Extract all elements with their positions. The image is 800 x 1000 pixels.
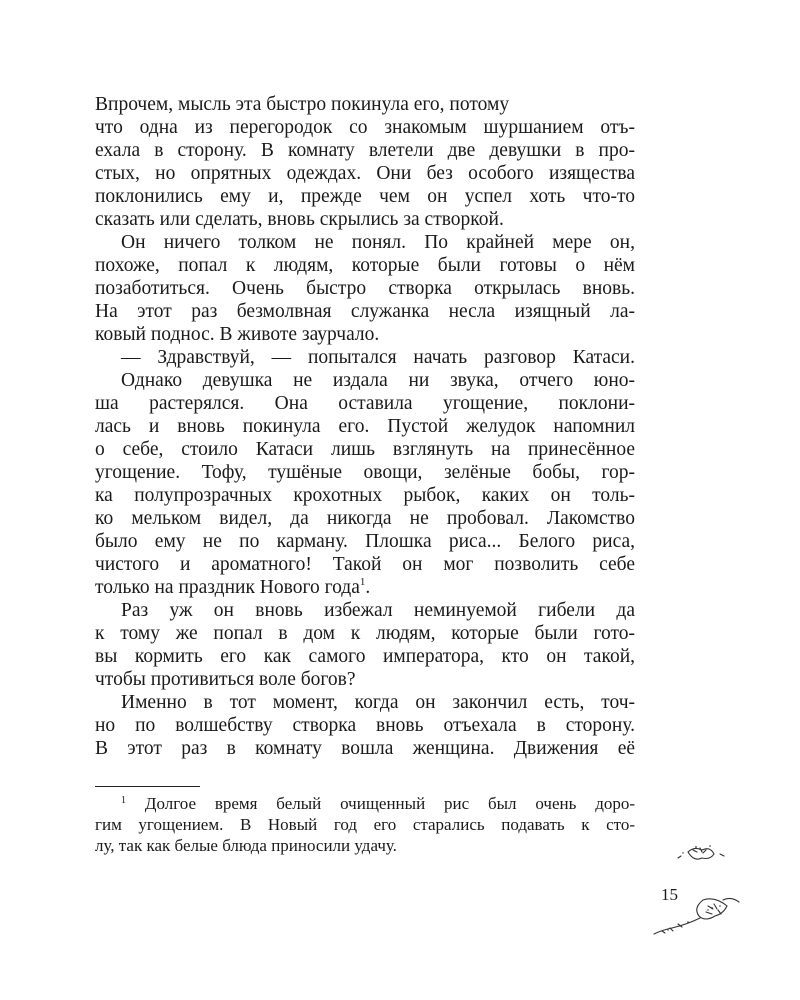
text-line: Именно в тот момент, когда он закончил есть, точ- xyxy=(121,692,635,713)
text-line: поклонились ему и, прежде чем он успел хоть что-то xyxy=(95,186,635,207)
text-line: ковый поднос. В животе заурчало. xyxy=(95,324,380,345)
text-line: но по волшебству створка вновь отъехала в сторону. xyxy=(95,715,635,736)
text-line: В этот раз в комнату вошла женщина. Движения её xyxy=(95,738,635,759)
footnote-reference[interactable]: 1 xyxy=(359,576,366,588)
text-line: чтобы противиться воле богов? xyxy=(95,669,356,690)
text-line: — Здравствуй, — попытался начать разговор Катаси. xyxy=(121,347,635,368)
footnote-line: лу, так как белые блюда приносили удачу. xyxy=(95,836,397,855)
text-line: лась и вновь покинула его. Пустой желудок напомнил xyxy=(95,416,635,437)
text-line: ша растерялся. Она оставила угощение, поклони- xyxy=(95,393,635,414)
text-line: Он ничего толком не понял. По крайней мере он, xyxy=(121,232,635,253)
text-line: ка полупрозрачных крохотных рыбок, каких он толь- xyxy=(95,485,635,506)
text-line: чистого и ароматного! Такой он мог позволить себе xyxy=(95,554,635,575)
footnote-line xyxy=(95,793,635,815)
footnote-text: Долгое время белый очищенный рис был очень доро- xyxy=(144,794,636,813)
text-line: сказать или сделать, вновь скрылись за створкой. xyxy=(95,209,504,230)
text-line: Впрочем, мысль эта быстро покинула его, потому xyxy=(95,94,510,115)
text-line: было ему не по карману. Плошка риса... Белого риса, xyxy=(95,531,635,552)
text-line: Однако девушка не издала ни звука, отчего юно- xyxy=(121,370,635,391)
text-line: Раз уж он вновь избежал неминуемой гибели да xyxy=(121,600,635,621)
text-line: к тому же попал в дом к людям, которые были гото- xyxy=(95,623,635,644)
text-line: стых, но опрятных одеждах. Они без особого изящества xyxy=(95,163,635,184)
text-line: На этот раз безмолвная служанка несла изящный ла- xyxy=(95,301,635,322)
text-line-with-footnote-ref xyxy=(95,576,635,600)
text-line: ко мельком видел, да никогда не пробовал. Лакомство xyxy=(95,508,635,529)
text-line: ехала в сторону. В комнату влетели две девушки в про- xyxy=(95,140,635,161)
period: . xyxy=(365,577,371,598)
text-line: угощение. Тофу, тушёные овощи, зелёные бобы, гор- xyxy=(95,462,635,483)
footnote-separator xyxy=(95,786,200,787)
footnote-line: гим угощением. В Новый год его старались подавать к сто- xyxy=(95,815,635,834)
text-line: что одна из перегородок со знакомым шуршанием отъ- xyxy=(95,117,635,138)
text-line: вы кормить его как самого императора, кто он такой, xyxy=(95,646,635,667)
text-line: похоже, попал к людям, которые были готовы о нём xyxy=(95,255,635,276)
footnote-marker: 1 xyxy=(121,795,126,806)
page-number: 15 xyxy=(661,885,678,904)
text-line: о себе, стоило Катаси лишь взглянуть на принесённое xyxy=(95,439,635,460)
text-line: позаботиться. Очень быстро створка открылась вновь. xyxy=(95,278,635,299)
text-line-content: только на праздник Нового года xyxy=(95,577,360,598)
